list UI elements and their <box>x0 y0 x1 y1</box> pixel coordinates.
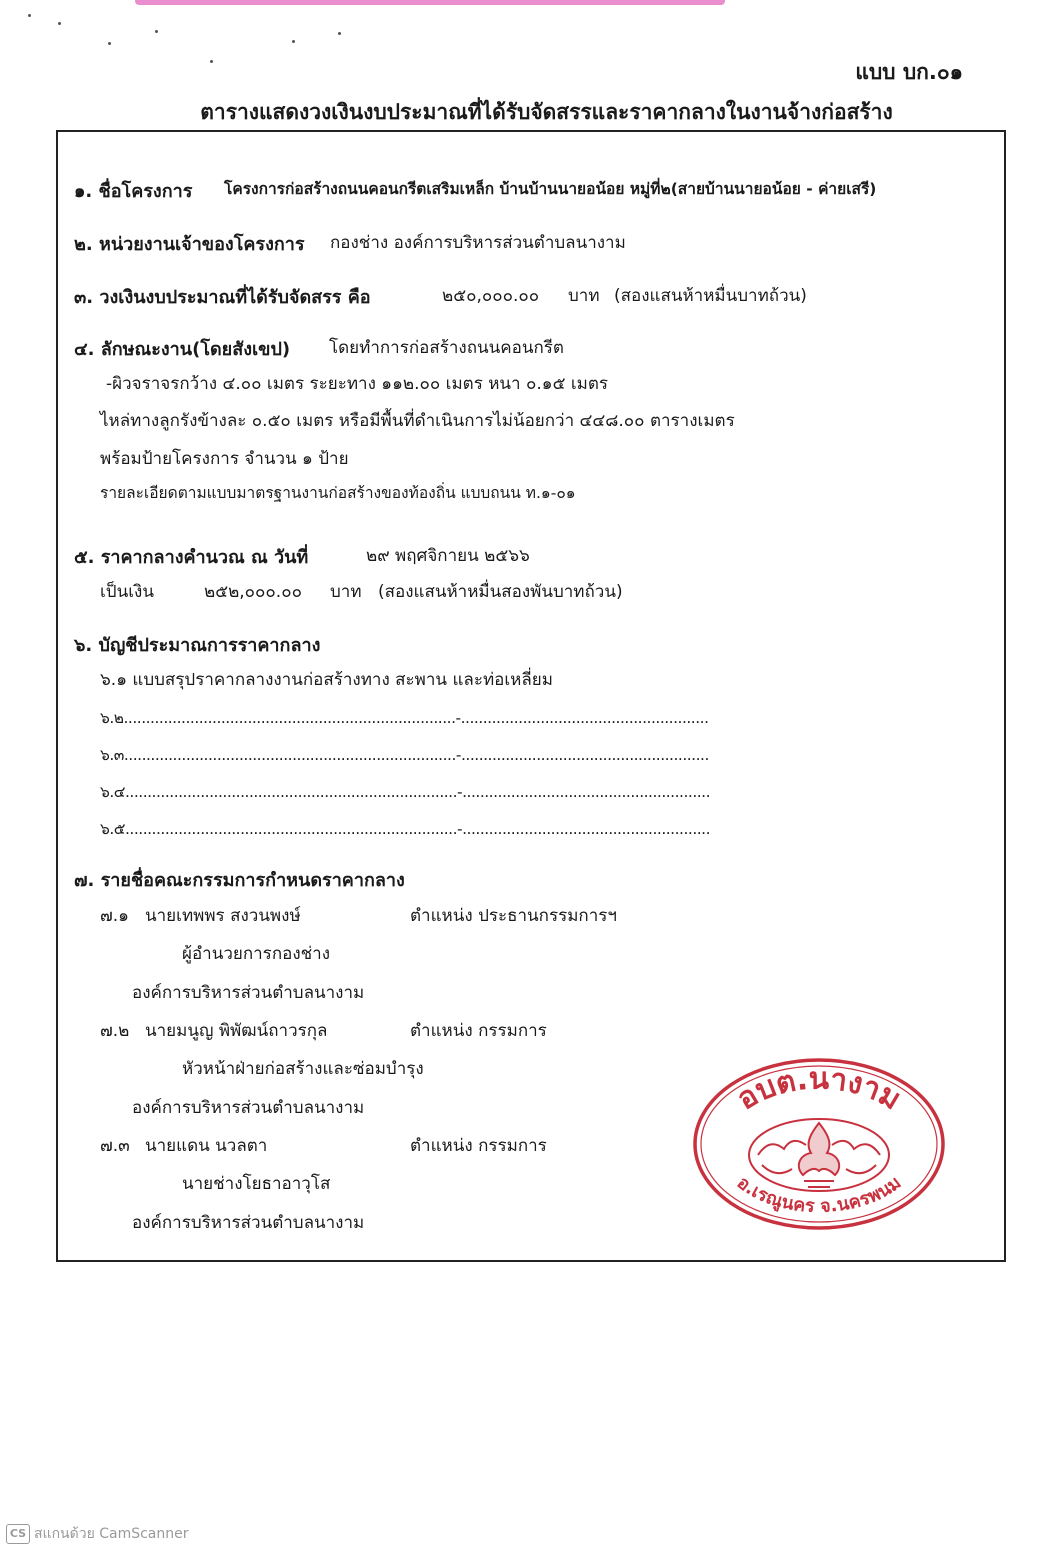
member-position: ตำแหน่ง ประธานกรรมการฯ <box>410 906 617 926</box>
member-org: องค์การบริหารส่วนตำบลนางาม <box>132 983 365 1003</box>
scanner-footer-text: สแกนด้วย CamScanner <box>34 1526 189 1542</box>
scan-speck <box>155 30 158 33</box>
median-unit: บาท <box>330 582 362 602</box>
work-line-2: ไหล่ทางลูกรังข้างละ ๐.๕๐ เมตร หรือมีพื้นที่ดำเนินการไม่น้อยกว่า ๔๔๘.๐๐ ตารางเมตร <box>100 411 735 431</box>
stamp-top-text: อบต.นางาม <box>730 1061 907 1118</box>
work-line-3: พร้อมป้ายโครงการ จำนวน ๑ ป้าย <box>100 449 349 469</box>
member-org: องค์การบริหารส่วนตำบลนางาม <box>132 1213 365 1233</box>
price-list-item: ๖.๑ แบบสรุปราคากลางงานก่อสร้างทาง สะพาน และท่อเหลี่ยม <box>100 670 553 690</box>
top-pink-strip <box>135 0 725 5</box>
member-name: นายมนูญ พิพัฒน์ถาวรกุล <box>145 1021 328 1041</box>
project-name: โครงการก่อสร้างถนนคอนกรีตเสริมเหล็ก บ้านบ้านนายอน้อย หมู่ที่๒(สายบ้านนายอน้อย - ค่ายเสรี) <box>224 180 877 198</box>
project-label: ๑. ชื่อโครงการ <box>74 181 193 202</box>
price-list-label: ๖. บัญชีประมาณการราคากลาง <box>74 635 321 656</box>
form-code: แบบ บก.๐๑ <box>855 60 963 84</box>
agency-value: กองช่าง องค์การบริหารส่วนตำบลนางาม <box>330 233 626 253</box>
agency-label: ๒. หน่วยงานเจ้าของโครงการ <box>74 234 305 255</box>
budget-in-words: (สองแสนห้าหมื่นบาทถ้วน) <box>614 286 807 306</box>
member-title: หัวหน้าฝ่ายก่อสร้างและซ่อมบำรุง <box>182 1059 424 1079</box>
price-list-item: ๖.๔...........................................................................-........................................................ <box>100 783 711 801</box>
member-title: นายช่างโยธาอาวุโส <box>182 1174 331 1194</box>
scan-speck <box>210 60 213 63</box>
stamp-bottom-text: อ.เรณูนคร จ.นครพนม <box>732 1172 906 1218</box>
median-amount-label: เป็นเงิน <box>100 582 154 602</box>
member-org: องค์การบริหารส่วนตำบลนางาม <box>132 1098 365 1118</box>
work-line-1: -ผิวจราจรกว้าง ๔.๐๐ เมตร ระยะทาง ๑๑๒.๐๐ เมตร หนา ๐.๑๕ เมตร <box>106 374 609 394</box>
member-name: นายเทพพร สงวนพงษ์ <box>145 906 301 926</box>
scan-speck <box>292 40 295 43</box>
stamp-emblem-icon <box>749 1119 889 1191</box>
median-price-date: ๒๙ พฤศจิกายน ๒๕๖๖ <box>366 546 530 566</box>
budget-label: ๓. วงเงินงบประมาณที่ได้รับจัดสรร คือ <box>74 287 371 308</box>
official-stamp <box>690 1055 948 1233</box>
budget-unit: บาท <box>568 286 600 306</box>
committee-label: ๗. รายชื่อคณะกรรมการกำหนดราคากลาง <box>74 870 405 891</box>
member-position: ตำแหน่ง กรรมการ <box>410 1021 547 1041</box>
member-position: ตำแหน่ง กรรมการ <box>410 1136 547 1156</box>
member-number: ๗.๓ <box>100 1136 130 1156</box>
scan-speck <box>338 32 341 35</box>
work-line-4: รายละเอียดตามแบบมาตรฐานงานก่อสร้างของท้องถิ่น แบบถนน ท.๑-๐๑ <box>100 484 576 502</box>
price-list-item: ๖.๓...........................................................................-........................................................ <box>100 746 709 764</box>
price-list-item: ๖.๕...........................................................................-........................................................ <box>100 820 711 838</box>
scanner-footer <box>6 1523 189 1545</box>
median-amount: ๒๕๒,๐๐๐.๐๐ <box>204 582 302 602</box>
scan-speck <box>58 22 61 25</box>
member-number: ๗.๒ <box>100 1021 130 1041</box>
scan-speck <box>108 42 111 45</box>
document-title: ตารางแสดงวงเงินงบประมาณที่ได้รับจัดสรรและราคากลางในงานจ้างก่อสร้าง <box>200 100 893 124</box>
member-title: ผู้อำนวยการกองช่าง <box>182 944 331 964</box>
price-list-item: ๖.๒...........................................................................-........................................................ <box>100 709 709 727</box>
median-price-label: ๕. ราคากลางคำนวณ ณ วันที่ <box>74 547 309 568</box>
camscanner-logo-icon: CS <box>6 1524 30 1544</box>
budget-amount: ๒๕๐,๐๐๐.๐๐ <box>442 286 540 306</box>
member-name: นายแดน นวลตา <box>145 1136 268 1156</box>
member-number: ๗.๑ <box>100 906 129 926</box>
work-label: ๔. ลักษณะงาน(โดยสังเขป) <box>74 339 291 360</box>
median-in-words: (สองแสนห้าหมื่นสองพันบาทถ้วน) <box>378 582 623 602</box>
work-intro: โดยทำการก่อสร้างถนนคอนกรีต <box>329 338 564 358</box>
scan-speck <box>28 14 31 17</box>
